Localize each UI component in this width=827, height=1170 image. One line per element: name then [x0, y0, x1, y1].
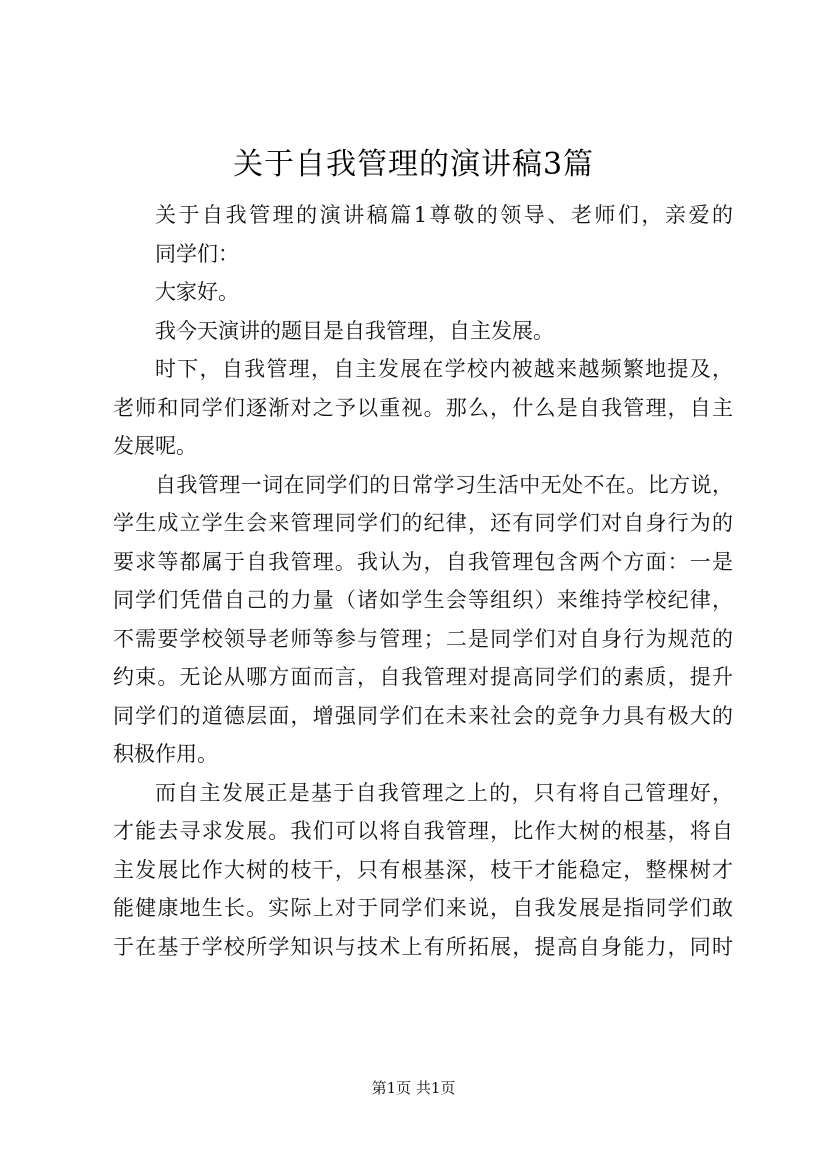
text-line: 同学们：: [155, 241, 239, 266]
text-line: 同学们凭借自己的力量（诸如学生会等组织）来维持学校纪律，: [113, 588, 733, 612]
text-line: 而自主发展正是基于自我管理之上的，只有将自己管理好，: [155, 780, 733, 805]
text-line: 同学们的道德层面，增强同学们在未来社会的竞争力具有极大的: [113, 703, 733, 728]
text-line: 要求等都属于自我管理。我认为，自我管理包含两个方面：一是: [113, 549, 733, 574]
text-line: 关于自我管理的演讲稿篇1尊敬的领导、老师们，亲爱的: [155, 203, 733, 227]
text-line: 不需要学校领导老师等参与管理；二是同学们对自身行为规范的: [113, 626, 733, 651]
text-line: 能健康地生长。实际上对于同学们来说，自我发展是指同学们敢: [113, 896, 733, 920]
text-line: 我今天演讲的题目是自我管理，自主发展。: [155, 318, 554, 343]
document-body: [113, 196, 733, 966]
text-line: 学生成立学生会来管理同学们的纪律，还有同学们对自身行为的: [113, 511, 733, 535]
page-footer: 第1页 共1页: [371, 1079, 456, 1097]
text-line: 老师和同学们逐渐对之予以重视。那么，什么是自我管理，自主: [113, 395, 733, 420]
text-line: 自我管理一词在同学们的日常学习生活中无处不在。比方说，: [155, 472, 733, 497]
text-line: 大家好。: [155, 280, 239, 304]
document-title: 关于自我管理的演讲稿3篇: [232, 147, 595, 182]
text-line: 主发展比作大树的枝干，只有根基深，枝干才能稳定，整棵树才: [113, 857, 733, 882]
text-line: 约束。无论从哪方面而言，自我管理对提高同学们的素质，提升: [113, 665, 733, 689]
text-line: 才能去寻求发展。我们可以将自我管理，比作大树的根基，将自: [113, 819, 733, 843]
text-line: 于在基于学校所学知识与技术上有所拓展，提高自身能力，同时: [113, 934, 733, 959]
text-line: 发展呢。: [113, 434, 197, 458]
text-line: 积极作用。: [113, 742, 218, 766]
text-line: 时下，自我管理，自主发展在学校内被越来越频繁地提及，: [155, 357, 733, 381]
